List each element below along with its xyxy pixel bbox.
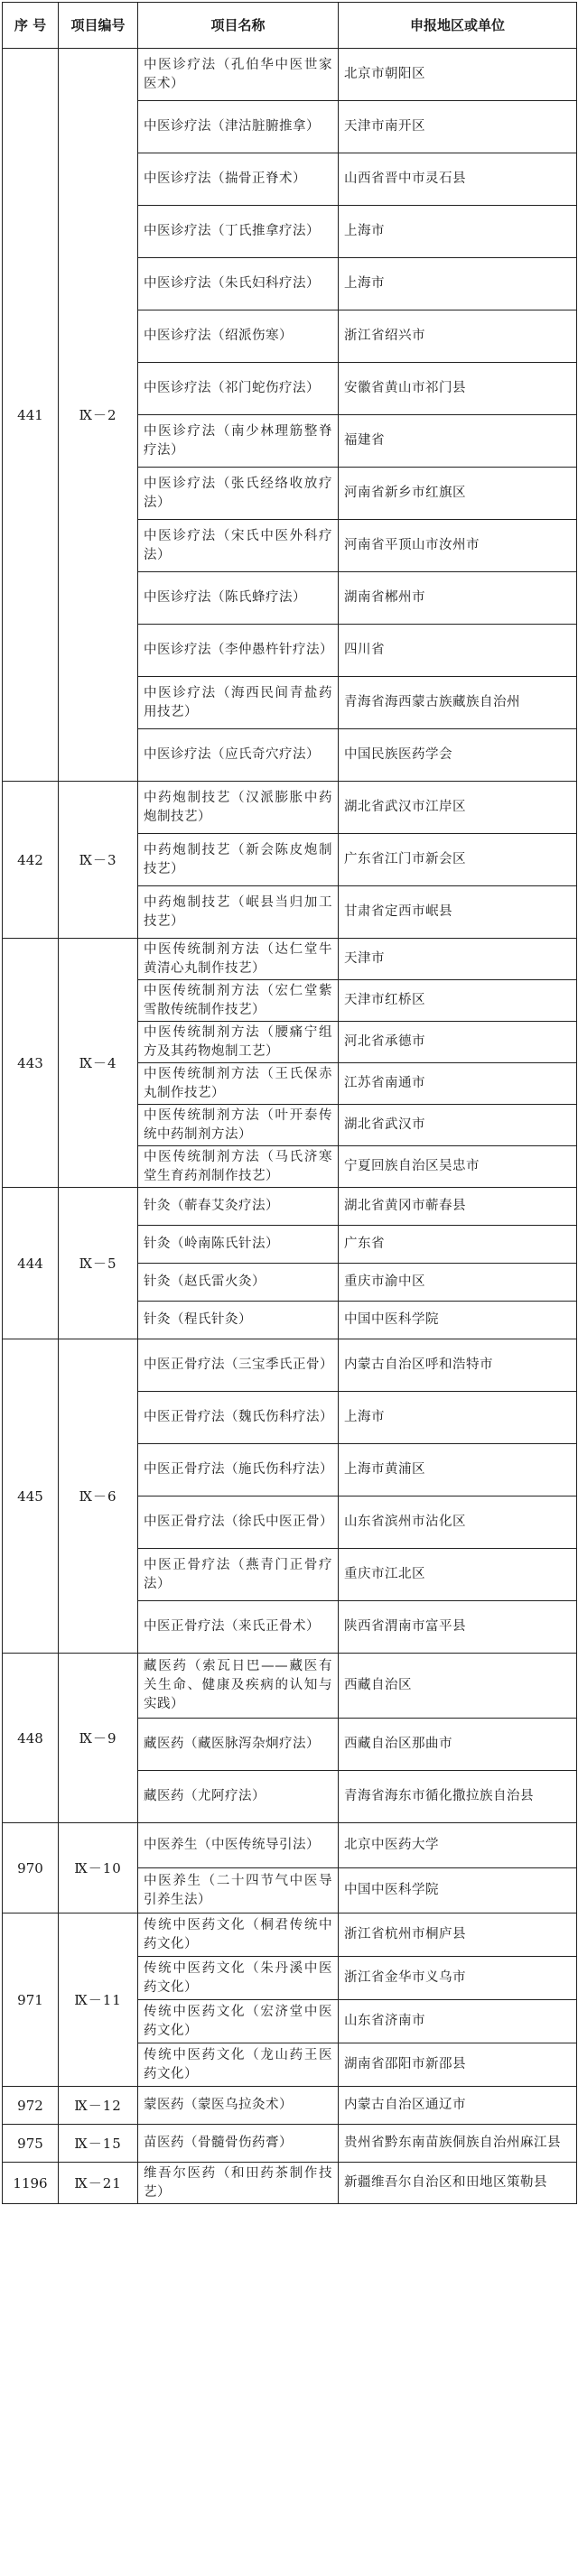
- item-area-cell: 北京市朝阳区: [339, 49, 577, 101]
- item-name-cell: 中医正骨疗法（徐氏中医正骨）: [138, 1496, 339, 1549]
- item-name-cell: 中医诊疗法（祁门蛇伤疗法）: [138, 363, 339, 415]
- table-row: [3, 2087, 577, 2125]
- table-row: [3, 1654, 577, 1719]
- group-code-cell: Ⅸ－3: [59, 782, 138, 939]
- group-code-cell: Ⅸ－10: [59, 1823, 138, 1913]
- item-area-cell: 甘肃省定西市岷县: [339, 886, 577, 939]
- item-name-cell: 中医诊疗法（海西民间青盐药用技艺）: [138, 677, 339, 729]
- item-name-cell: 中医诊疗法（李仲愚杵针疗法）: [138, 625, 339, 677]
- item-area-cell: 广东省: [339, 1226, 577, 1264]
- item-area-cell: 内蒙古自治区呼和浩特市: [339, 1339, 577, 1392]
- item-area-cell: 山东省滨州市沾化区: [339, 1496, 577, 1549]
- group-code-cell: Ⅸ－2: [59, 49, 138, 782]
- item-area-cell: 天津市红桥区: [339, 980, 577, 1022]
- item-area-cell: 西藏自治区那曲市: [339, 1719, 577, 1771]
- item-area-cell: 山东省济南市: [339, 2000, 577, 2043]
- item-area-cell: 湖南省郴州市: [339, 572, 577, 625]
- item-name-cell: 针灸（岭南陈氏针法）: [138, 1226, 339, 1264]
- item-name-cell: 中医传统制剂方法（王氏保赤丸制作技艺）: [138, 1063, 339, 1105]
- item-area-cell: 中国中医科学院: [339, 1302, 577, 1339]
- item-name-cell: 针灸（程氏针灸）: [138, 1302, 339, 1339]
- item-area-cell: 安徽省黄山市祁门县: [339, 363, 577, 415]
- header-seq: 序 号: [3, 3, 59, 49]
- item-area-cell: 浙江省杭州市桐庐县: [339, 1913, 577, 1957]
- item-area-cell: 上海市: [339, 258, 577, 310]
- header-name: 项目名称: [138, 3, 339, 49]
- item-name-cell: 中医诊疗法（孔伯华中医世家医术）: [138, 49, 339, 101]
- item-name-cell: 苗医药（骨髓骨伤药膏）: [138, 2125, 339, 2163]
- item-name-cell: 中医正骨疗法（施氏伤科疗法）: [138, 1444, 339, 1496]
- item-area-cell: 湖北省武汉市: [339, 1105, 577, 1146]
- group-code-cell: Ⅸ－4: [59, 939, 138, 1188]
- group-seq-cell: 972: [3, 2087, 59, 2125]
- item-area-cell: 河南省平顶山市汝州市: [339, 520, 577, 572]
- item-area-cell: 四川省: [339, 625, 577, 677]
- item-area-cell: 青海省海西蒙古族藏族自治州: [339, 677, 577, 729]
- group-code-cell: Ⅸ－11: [59, 1913, 138, 2087]
- group-seq-cell: 441: [3, 49, 59, 782]
- item-name-cell: 蒙医药（蒙医乌拉灸术）: [138, 2087, 339, 2125]
- item-name-cell: 针灸（蕲春艾灸疗法）: [138, 1188, 339, 1226]
- item-area-cell: 上海市: [339, 1392, 577, 1444]
- item-name-cell: 藏医药（索瓦日巴——藏医有关生命、健康及疾病的认知与实践）: [138, 1654, 339, 1719]
- item-area-cell: 湖北省武汉市江岸区: [339, 782, 577, 834]
- item-area-cell: 上海市: [339, 206, 577, 258]
- item-name-cell: 中医诊疗法（绍派伤寒）: [138, 310, 339, 363]
- item-name-cell: 中医诊疗法（揣骨正脊术）: [138, 153, 339, 206]
- item-area-cell: 湖南省邵阳市新邵县: [339, 2043, 577, 2087]
- group-seq-cell: 442: [3, 782, 59, 939]
- item-area-cell: 重庆市江北区: [339, 1549, 577, 1601]
- group-code-cell: Ⅸ－12: [59, 2087, 138, 2125]
- item-name-cell: 中医传统制剂方法（马氏济寒堂生育药剂制作技艺）: [138, 1146, 339, 1188]
- item-name-cell: 中药炮制技艺（新会陈皮炮制技艺）: [138, 834, 339, 886]
- item-area-cell: 贵州省黔东南苗族侗族自治州麻江县: [339, 2125, 577, 2163]
- item-name-cell: 藏医药（尤阿疗法）: [138, 1771, 339, 1823]
- group-code-cell: Ⅸ－6: [59, 1339, 138, 1654]
- item-area-cell: 河南省新乡市红旗区: [339, 468, 577, 520]
- table-row: [3, 1823, 577, 1868]
- item-name-cell: 中医养生（中医传统导引法）: [138, 1823, 339, 1868]
- item-area-cell: 新疆维吾尔自治区和田地区策勒县: [339, 2163, 577, 2204]
- item-area-cell: 福建省: [339, 415, 577, 468]
- group-code-cell: Ⅸ－21: [59, 2163, 138, 2204]
- item-area-cell: 上海市黄浦区: [339, 1444, 577, 1496]
- item-name-cell: 中医传统制剂方法（腰痛宁组方及其药物炮制工艺）: [138, 1022, 339, 1063]
- item-area-cell: 中国民族医药学会: [339, 729, 577, 782]
- item-name-cell: 中药炮制技艺（汉派膨胀中药炮制技艺）: [138, 782, 339, 834]
- item-area-cell: 内蒙古自治区通辽市: [339, 2087, 577, 2125]
- group-seq-cell: 971: [3, 1913, 59, 2087]
- table-row: [3, 1188, 577, 1226]
- table-row: [3, 1339, 577, 1392]
- item-area-cell: 江苏省南通市: [339, 1063, 577, 1105]
- item-area-cell: 浙江省金华市义乌市: [339, 1957, 577, 2000]
- item-name-cell: 中医诊疗法（津沽脏腑推拿）: [138, 101, 339, 153]
- table-body: [3, 49, 577, 2204]
- item-area-cell: 北京中医药大学: [339, 1823, 577, 1868]
- item-area-cell: 浙江省绍兴市: [339, 310, 577, 363]
- item-name-cell: 维吾尔医药（和田药茶制作技艺）: [138, 2163, 339, 2204]
- item-name-cell: 中医传统制剂方法（宏仁堂紫雪散传统制作技艺）: [138, 980, 339, 1022]
- group-seq-cell: 975: [3, 2125, 59, 2163]
- table-row: [3, 782, 577, 834]
- table-row: [3, 2125, 577, 2163]
- group-seq-cell: 448: [3, 1654, 59, 1823]
- item-name-cell: 中医养生（二十四节气中医导引养生法）: [138, 1868, 339, 1913]
- item-name-cell: 中医诊疗法（陈氏蜂疗法）: [138, 572, 339, 625]
- item-area-cell: 河北省承德市: [339, 1022, 577, 1063]
- group-seq-cell: 443: [3, 939, 59, 1188]
- item-name-cell: 中医诊疗法（朱氏妇科疗法）: [138, 258, 339, 310]
- item-name-cell: 中医诊疗法（丁氏推拿疗法）: [138, 206, 339, 258]
- item-name-cell: 中医诊疗法（应氏奇穴疗法）: [138, 729, 339, 782]
- group-code-cell: Ⅸ－9: [59, 1654, 138, 1823]
- item-name-cell: 中医传统制剂方法（达仁堂牛黄清心丸制作技艺）: [138, 939, 339, 980]
- item-name-cell: 传统中医药文化（宏济堂中医药文化）: [138, 2000, 339, 2043]
- item-area-cell: 宁夏回族自治区吴忠市: [339, 1146, 577, 1188]
- table-row: [3, 2163, 577, 2204]
- item-name-cell: 中医正骨疗法（魏氏伤科疗法）: [138, 1392, 339, 1444]
- item-name-cell: 中医正骨疗法（燕青门正骨疗法）: [138, 1549, 339, 1601]
- group-seq-cell: 970: [3, 1823, 59, 1913]
- group-code-cell: Ⅸ－15: [59, 2125, 138, 2163]
- item-area-cell: 广东省江门市新会区: [339, 834, 577, 886]
- item-area-cell: 陕西省渭南市富平县: [339, 1601, 577, 1654]
- item-name-cell: 中医诊疗法（南少林理筋整脊疗法）: [138, 415, 339, 468]
- item-name-cell: 中医诊疗法（张氏经络收放疗法）: [138, 468, 339, 520]
- table-row: [3, 49, 577, 101]
- heritage-list-table: [2, 2, 577, 2204]
- group-seq-cell: 1196: [3, 2163, 59, 2204]
- item-name-cell: 传统中医药文化（朱丹溪中医药文化）: [138, 1957, 339, 2000]
- item-area-cell: 中国中医科学院: [339, 1868, 577, 1913]
- item-name-cell: 传统中医药文化（龙山药王医药文化）: [138, 2043, 339, 2087]
- item-name-cell: 中医诊疗法（宋氏中医外科疗法）: [138, 520, 339, 572]
- item-name-cell: 中医传统制剂方法（叶开泰传统中药制剂方法）: [138, 1105, 339, 1146]
- group-code-cell: Ⅸ－5: [59, 1188, 138, 1339]
- table-row: [3, 939, 577, 980]
- group-seq-cell: 445: [3, 1339, 59, 1654]
- table-header-row: [3, 3, 577, 49]
- item-area-cell: 青海省海东市循化撒拉族自治县: [339, 1771, 577, 1823]
- header-code: 项目编号: [59, 3, 138, 49]
- item-name-cell: 中医正骨疗法（三宝季氏正骨）: [138, 1339, 339, 1392]
- item-area-cell: 天津市南开区: [339, 101, 577, 153]
- item-area-cell: 湖北省黄冈市蕲春县: [339, 1188, 577, 1226]
- item-name-cell: 传统中医药文化（桐君传统中药文化）: [138, 1913, 339, 1957]
- item-name-cell: 藏医药（藏医脉泻杂炯疗法）: [138, 1719, 339, 1771]
- item-name-cell: 中医正骨疗法（来氏正骨术）: [138, 1601, 339, 1654]
- group-seq-cell: 444: [3, 1188, 59, 1339]
- item-area-cell: 重庆市渝中区: [339, 1264, 577, 1302]
- item-name-cell: 中药炮制技艺（岷县当归加工技艺）: [138, 886, 339, 939]
- header-area: 申报地区或单位: [339, 3, 577, 49]
- item-name-cell: 针灸（赵氏雷火灸）: [138, 1264, 339, 1302]
- item-area-cell: 山西省晋中市灵石县: [339, 153, 577, 206]
- item-area-cell: 西藏自治区: [339, 1654, 577, 1719]
- table-row: [3, 1913, 577, 1957]
- item-area-cell: 天津市: [339, 939, 577, 980]
